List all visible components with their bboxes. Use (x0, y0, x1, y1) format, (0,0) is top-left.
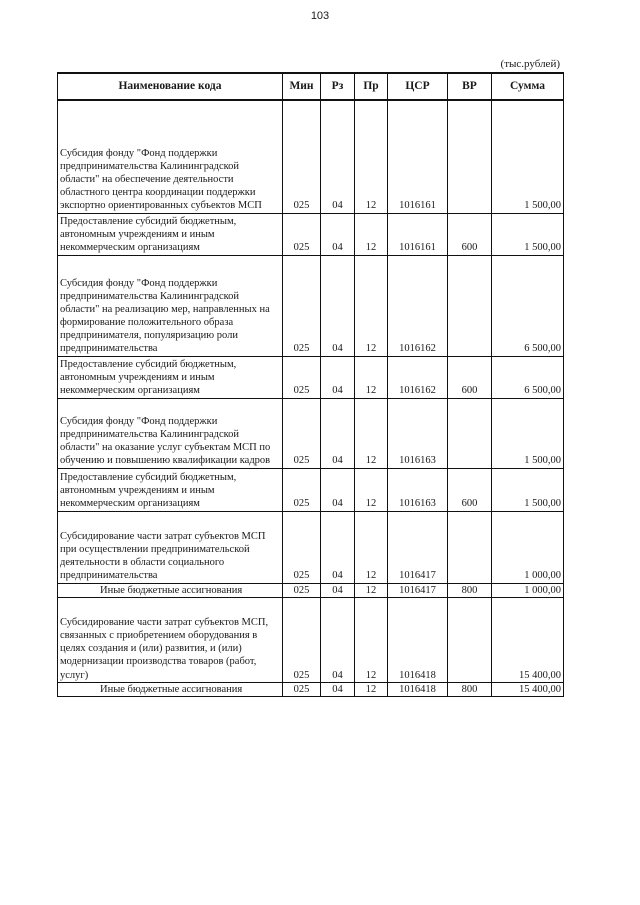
row-min: 025 (283, 255, 321, 356)
table-row (58, 398, 564, 468)
header-name: Наименование кода (58, 73, 283, 100)
row-min: 025 (283, 597, 321, 682)
row-min: 025 (283, 682, 321, 696)
table-row (58, 583, 564, 597)
row-sum: 15 400,00 (492, 682, 564, 696)
table-row (58, 468, 564, 511)
table-header-row (58, 73, 564, 100)
row-vr (448, 597, 492, 682)
budget-table (57, 72, 564, 697)
table-row (58, 511, 564, 583)
table-row (58, 682, 564, 696)
row-csr: 1016418 (388, 682, 448, 696)
row-rz: 04 (321, 100, 355, 213)
row-sum: 1 500,00 (492, 100, 564, 213)
row-csr: 1016161 (388, 213, 448, 255)
row-pr: 12 (355, 511, 388, 583)
row-min: 025 (283, 511, 321, 583)
row-csr: 1016417 (388, 511, 448, 583)
row-sum: 6 500,00 (492, 255, 564, 356)
row-name: Предоставление субсидий бюджетным, автономным учреждениям и иным некоммерческим организациям (58, 468, 283, 511)
row-min: 025 (283, 398, 321, 468)
row-name: Субсидирование части затрат субъектов МСП при осуществлении предпринимательской деятельности в области социального предпринимательства (58, 511, 283, 583)
row-sum: 1 500,00 (492, 468, 564, 511)
row-vr (448, 511, 492, 583)
row-pr: 12 (355, 356, 388, 398)
row-min: 025 (283, 213, 321, 255)
row-rz: 04 (321, 583, 355, 597)
row-name: Предоставление субсидий бюджетным, автономным учреждениям и иным некоммерческим организациям (58, 356, 283, 398)
row-csr: 1016163 (388, 468, 448, 511)
table-row (58, 213, 564, 255)
row-csr: 1016162 (388, 356, 448, 398)
row-pr: 12 (355, 597, 388, 682)
row-min: 025 (283, 583, 321, 597)
row-sum: 1 500,00 (492, 213, 564, 255)
row-name: Иные бюджетные ассигнования (58, 682, 283, 696)
row-csr: 1016163 (388, 398, 448, 468)
header-pr: Пр (355, 73, 388, 100)
row-rz: 04 (321, 213, 355, 255)
row-pr: 12 (355, 583, 388, 597)
row-name: Субсидия фонду "Фонд поддержки предпринимательства Калининградской области" на оказание услуг субъектам МСП по обучению и повышению квалификации кадров (58, 398, 283, 468)
row-pr: 12 (355, 468, 388, 511)
row-rz: 04 (321, 398, 355, 468)
row-min: 025 (283, 356, 321, 398)
row-pr: 12 (355, 398, 388, 468)
row-pr: 12 (355, 682, 388, 696)
row-name: Иные бюджетные ассигнования (58, 583, 283, 597)
header-csr: ЦСР (388, 73, 448, 100)
row-vr (448, 398, 492, 468)
row-name: Предоставление субсидий бюджетным, автономным учреждениям и иным некоммерческим организациям (58, 213, 283, 255)
row-csr: 1016417 (388, 583, 448, 597)
row-rz: 04 (321, 682, 355, 696)
row-rz: 04 (321, 468, 355, 511)
header-vr: ВР (448, 73, 492, 100)
row-vr: 600 (448, 356, 492, 398)
table-row (58, 356, 564, 398)
row-min: 025 (283, 100, 321, 213)
table-row (58, 597, 564, 682)
row-vr: 600 (448, 213, 492, 255)
row-csr: 1016418 (388, 597, 448, 682)
table-row (58, 100, 564, 213)
page-number: 103 (310, 10, 330, 22)
header-sum: Сумма (492, 73, 564, 100)
table-row (58, 255, 564, 356)
row-name: Субсидирование части затрат субъектов МСП, связанных с приобретением оборудования в целях создания и (или) развития, и (или) модернизации производства товаров (работ, услуг) (58, 597, 283, 682)
row-name: Субсидия фонду "Фонд поддержки предпринимательства Калининградской области" на реализацию мер, направленных на формирование положительного образа предпринимателя, популяризацию роли предпринимательства (58, 255, 283, 356)
row-rz: 04 (321, 597, 355, 682)
row-csr: 1016161 (388, 100, 448, 213)
row-vr (448, 255, 492, 356)
row-rz: 04 (321, 511, 355, 583)
units-label: (тыс.рублей) (500, 58, 560, 70)
row-vr: 800 (448, 583, 492, 597)
header-rz: Рз (321, 73, 355, 100)
header-min: Мин (283, 73, 321, 100)
row-vr (448, 100, 492, 213)
row-rz: 04 (321, 255, 355, 356)
row-min: 025 (283, 468, 321, 511)
row-csr: 1016162 (388, 255, 448, 356)
row-rz: 04 (321, 356, 355, 398)
row-vr: 600 (448, 468, 492, 511)
row-vr: 800 (448, 682, 492, 696)
row-pr: 12 (355, 100, 388, 213)
row-sum: 1 500,00 (492, 398, 564, 468)
row-sum: 1 000,00 (492, 583, 564, 597)
row-sum: 15 400,00 (492, 597, 564, 682)
row-name: Субсидия фонду "Фонд поддержки предпринимательства Калининградской области" на обеспечение деятельности областного центра координации поддержки экспортно ориентированных субъектов МСП (58, 100, 283, 213)
row-sum: 1 000,00 (492, 511, 564, 583)
row-pr: 12 (355, 213, 388, 255)
row-pr: 12 (355, 255, 388, 356)
row-sum: 6 500,00 (492, 356, 564, 398)
